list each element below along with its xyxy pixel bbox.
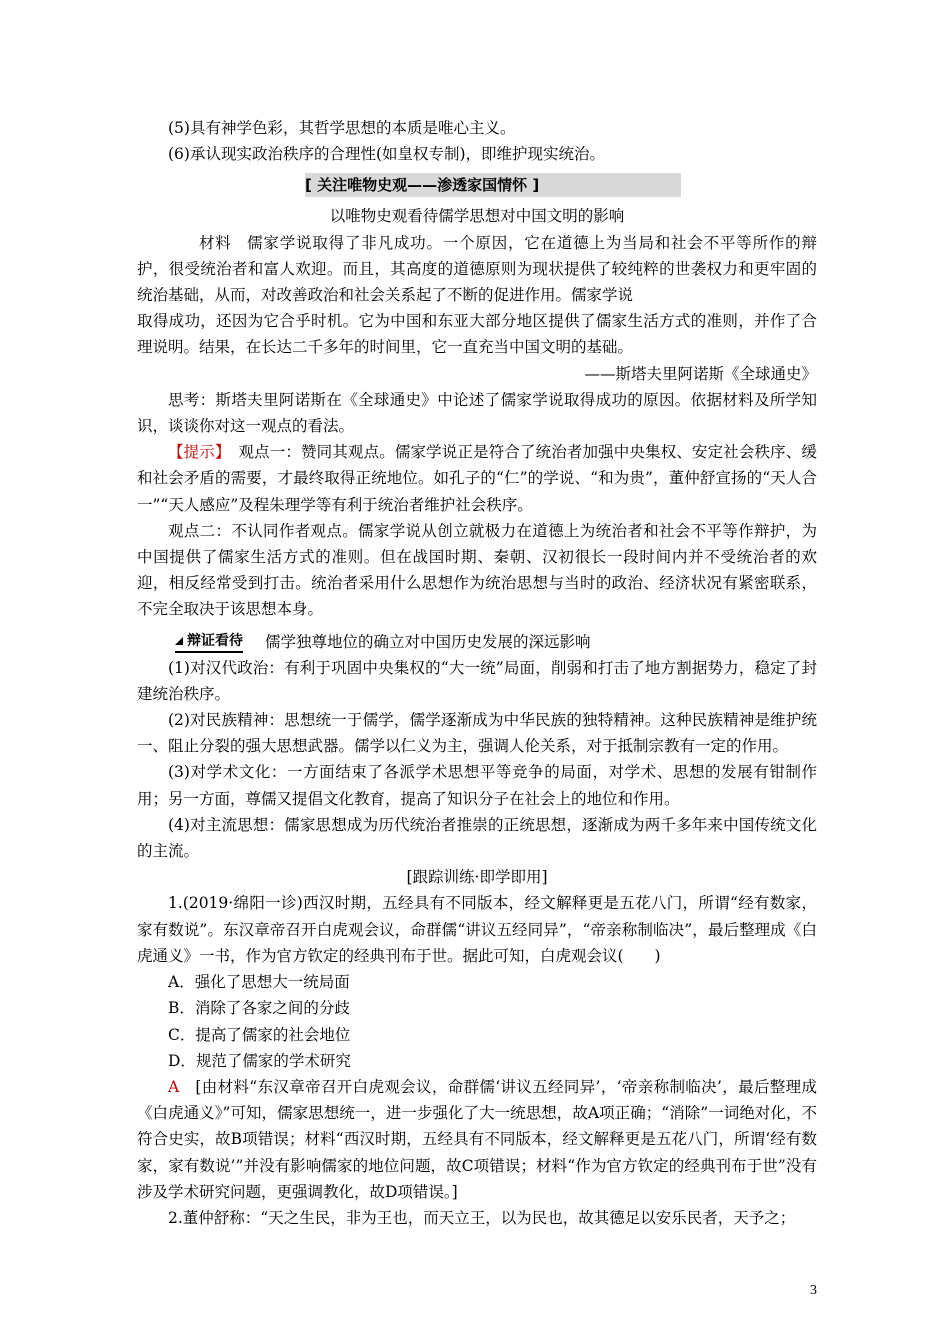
thinking-question: 思考：斯塔夫里阿诺斯在《全球通史》中论述了儒家学说取得成功的原因。依据材料及所学知识，谈谈你对这一观点的看法。 (137, 390, 817, 436)
dialectic-item-1: (1)对汉代政治：有利于巩固中央集权的“大一统”局面，削弱和打击了地方割据势力，稳定了封建统治秩序。 (137, 658, 817, 703)
material-paragraph-2: 取得成功，还因为它合乎时机。它为中国和东亚大部分地区提供了儒家生活方式的准则，并作了合理说明。结果，在长达二千多年的时间里，它一直充当中国文明的基础。 (137, 312, 817, 357)
intro-line-5: (5)具有神学色彩，其哲学思想的本质是唯心主义。 (168, 119, 516, 137)
material-source: ——斯塔夫里阿诺斯《全球通史》 (584, 364, 817, 383)
page-content (137, 115, 817, 1231)
question-1-stem: 1.(2019·绵阳一诊)西汉时期，五经具有不同版本，经文解释更是五花八门，所谓“经有数家，家有数说”。东汉章帝召开白虎观会议，命群儒“讲议五经同异”，“帝亲称制临决”，最后整理成《白虎通义》一书，作为官方钦定的经典刊布于世。据此可知，白虎观会议( ) (137, 894, 817, 965)
question-1-option-d: D．规范了儒家的学术研究 (168, 1051, 351, 1070)
banner-right-bracket: ] (532, 176, 540, 195)
hint-label: 【提示】 (168, 443, 223, 462)
intro-line-6: (6)承认现实政治秩序的合理性(如皇权专制)，即维护现实统治。 (168, 145, 606, 164)
question-1-answer: A (168, 1077, 180, 1096)
hint-view-1 (137, 439, 817, 518)
hint-view-2: 观点二：不认同作者观点。儒家学说从创立就极力在道德上为统治者和社会不平等作辩护，为中国提供了儒家生活方式的准则。但在战国时期、秦朝、汉初很长一段时间内并不受统治者的欢迎，相反经常受到打击。统治者采用什么思想作为统治思想与当时的政治、经济状况有紧密联系，不完全取决于该思想本身。 (137, 521, 817, 619)
dialectic-item-4: (4)对主流思想：儒家思想成为历代统治者推崇的正统思想，逐渐成为两千多年来中国传统文化的主流。 (137, 815, 817, 861)
dialectic-item-2: (2)对民族精神：思想统一于儒学，儒学逐渐成为中华民族的独特精神。这种民族精神是维护统一、阻止分裂的强大思想武器。儒学以仁义为主，强调人伦关系，对于抵制宗教有一定的作用。 (137, 711, 817, 756)
section-banner (137, 173, 817, 199)
dialectic-title: 儒学独尊地位的确立对中国历史发展的深远影响 (265, 632, 591, 651)
material-label: 材料 (199, 233, 232, 252)
question-1-option-a: A．强化了思想大一统局面 (168, 973, 350, 992)
hint-view-1-text: 观点一：赞同其观点。儒家学说正是符合了统治者加强中央集权、安定社会秩序、缓和社会矛盾的需要，才最终取得正统地位。如孔子的“仁”的学说、“和为贵”，董仲舒宣扬的“天人合一”“天人感应”及程朱理学等有利于统治者维护社会秩序。 (137, 443, 817, 514)
material-text-1: 儒家学说取得了非凡成功。一个原因，它在道德上为当局和社会不平等所作的辩护，很受统治者和富人欢迎。而且，其高度的道德原则为现状提供了较纯粹的世袭权力和更牢固的统治基础，从而，对改善政治和社会关系起了不断的促进作用。儒家学说 (137, 233, 817, 305)
page-number: 3 (810, 1283, 817, 1298)
dialectic-item-3: (3)对学术文化：一方面结束了各派学术思想平等竞争的局面，对学术、思想的发展有钳制作用；另一方面，尊儒又提倡文化教育，提高了知识分子在社会上的地位和作用。 (137, 763, 817, 808)
question-1-option-b: B．消除了各家之间的分歧 (168, 999, 350, 1018)
question-1-explanation (137, 1074, 817, 1205)
banner-title: 关注唯物史观——渗透家国情怀 (317, 176, 528, 195)
pencil-icon (175, 637, 183, 645)
banner-left-bracket: [ (305, 176, 312, 195)
section-title: 以唯物史观看待儒学思想对中国文明的影响 (329, 207, 625, 226)
question-2-start: 2.董仲舒称：“天之生民，非为王也，而天立王，以为民也，故其德足以安乐民者，天予之； (168, 1208, 796, 1227)
question-1-explanation-text: [由材料“东汉章帝召开白虎观会议，命群儒‘讲议五经同异’，‘帝亲称制临决’，最后整理成《白虎通义》”可知，儒家思想统一，进一步强化了大一统思想，故A项正确；“消除”一词绝对化，不符合史实，故B项错误；材料“西汉时期，五经具有不同版本，经文解释更是五花八门，所谓‘经有数家，家有数说’”并没有影响儒家的地位问题，故C项错误；材料“作为官方钦定的经典刊布于世”没有涉及学术研究问题，更强调教化，故D项错误。] (137, 1077, 817, 1201)
dialectic-tag (175, 631, 243, 653)
question-1-option-c: C．提高了儒家的社会地位 (168, 1025, 351, 1044)
dialectic-tag-label: 辩证看待 (187, 632, 243, 649)
material-paragraph (137, 230, 817, 309)
dialectic-header (137, 629, 817, 655)
practice-title: [跟踪训练·即学即用] (406, 868, 548, 887)
